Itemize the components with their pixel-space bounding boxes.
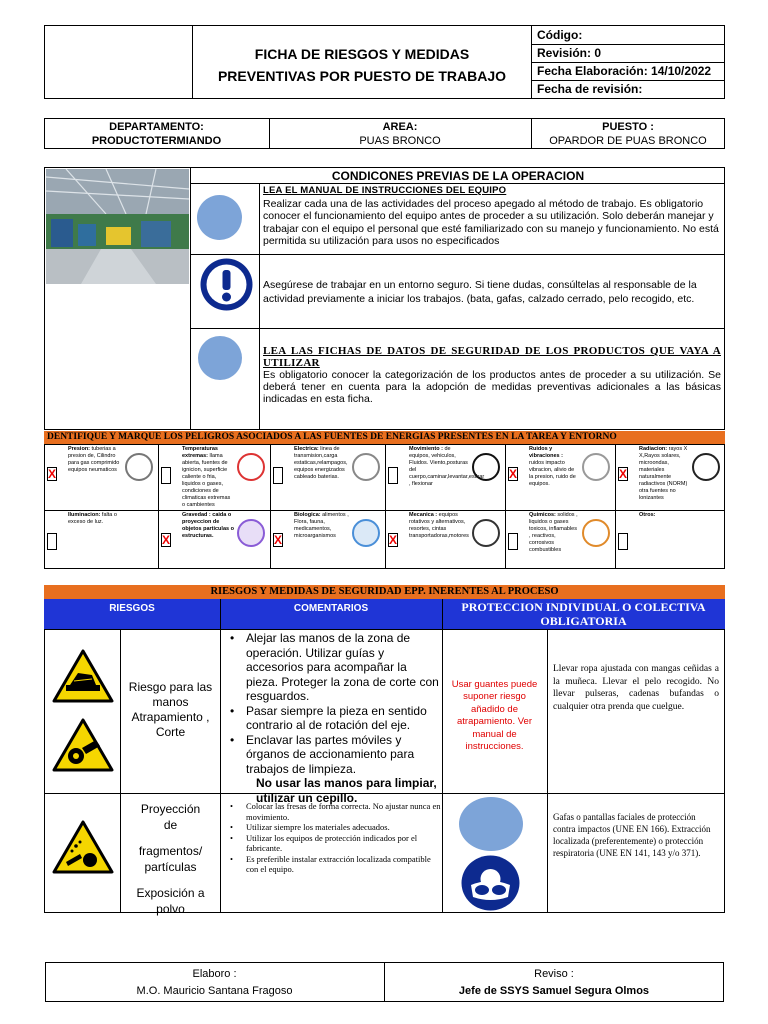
- hazard-icon: [582, 453, 610, 481]
- hazard-divider: [505, 445, 506, 510]
- hazard-title: Temperaturas extremas:: [182, 446, 218, 459]
- goggles-mandatory-icon: [461, 855, 520, 911]
- hazard-title: Electrica:: [294, 446, 321, 452]
- hazard-title: Presion:: [68, 446, 92, 452]
- manual-circle-icon: [197, 195, 242, 240]
- risk-1-comment-3: • Enclavar las partes móviles y órganos de accionamiento para trabajos de limpieza.: [222, 733, 441, 777]
- risk-2-label-line: de: [163, 818, 178, 832]
- hazard-title: Ruidos y vibraciones :: [529, 446, 563, 459]
- hazard-divider: [615, 445, 616, 510]
- hazard-description: linea de transmision,carga estaticas,relampagos, equipos energizados cableado baterias.: [294, 446, 348, 480]
- hazard-description: de equipos, vehiculos, Fluidos. Viento,posturas del cuerpo,caminar,levantar,estirar , flexionar: [409, 446, 485, 487]
- projection-hazard-icon: [52, 820, 114, 874]
- hazard-text: [294, 446, 349, 481]
- reviso-cell: Reviso : Jefe de SSYS Samuel Segura Olmos: [458, 967, 650, 997]
- hazard-description: llama abierta, fuentes de ignicion, superficie caliente o fria, liquidos o gases, condiciones de climaticas extremas o cambientes: [182, 453, 231, 508]
- hazard-text: [182, 512, 234, 540]
- cutting-hazard-icon: [52, 649, 114, 703]
- glove-warning: Usar guantes puede suponer riesgo añadido de atrapamiento. Ver manual de instrucciones.: [451, 678, 538, 752]
- hazard-icon: [472, 519, 500, 547]
- hazard-divider: [158, 445, 159, 510]
- hazard-title: Quimicos:: [529, 512, 558, 518]
- col-proteccion-header: PROTECCION INDIVIDUAL O COLECTIVA OBLIGATORIA: [461, 600, 706, 628]
- risk-2-comment-4: • Es preferible instalar extracción localizada compatible con el equipo.: [222, 854, 441, 875]
- hazard-text: [529, 446, 579, 488]
- hazard-checkbox-marked[interactable]: X: [48, 467, 57, 481]
- hazard-title: Movimiento :: [409, 446, 445, 452]
- risk-2-comment-2: • Utilizar siempre los materiales adecuados.: [222, 822, 441, 833]
- hazard-icon: [692, 453, 720, 481]
- risk-1-comments: • Alejar las manos de la zona de operación. Utilizar guías y accesorios para acompañar la pieza. Proteger la zona de corte con resguardos. • Pasar siempre la pieza en sentido contrario al de rotación del eje. • Enclavar las partes móviles y órganos de accionamiento para trabajos de limpieza. No usar las manos para limpiar, utilizar un cepillo.: [222, 631, 441, 805]
- risk-2-label-line: fragmentos/: [138, 844, 203, 858]
- hazard-checkbox-marked[interactable]: X: [274, 533, 283, 547]
- hazard-text: [639, 512, 689, 519]
- risks-banner: RIESGOS Y MEDIDAS DE SEGURIDAD EPP. INERENTES AL PROCESO: [44, 585, 725, 599]
- fecha-elaboracion-field: Fecha Elaboración: 14/10/2022: [537, 64, 712, 78]
- safety-data-circle-icon: [198, 336, 242, 380]
- hazard-icon: [125, 453, 153, 481]
- hazard-checkbox[interactable]: [273, 467, 283, 484]
- col-riesgos-header: RIESGOS: [109, 602, 155, 614]
- hazard-icon: [237, 453, 265, 481]
- risk-1-comment-list: [222, 631, 441, 776]
- hazard-title: Radiacion:: [639, 446, 669, 452]
- fecha-revision-field: Fecha de revisión:: [537, 82, 643, 96]
- risk-2-measures: Gafas o pantallas faciales de protección contra impactos (UNE EN 166). Extracción localizada (preferentemente) o protección respiratoria (UNE EN 141, 143 y/o 371).: [553, 812, 711, 858]
- hazard-divider: [270, 511, 271, 569]
- puesto-cell: PUESTO : OPARDOR DE PUAS BRONCO: [549, 121, 707, 147]
- hazard-icon: [352, 453, 380, 481]
- departamento-cell: DEPARTAMENTO: PRODUCTOTERMIANDO: [91, 121, 222, 147]
- elaboro-cell: Elaboro : M.O. Mauricio Santana Fragoso: [136, 967, 293, 997]
- codigo-field: Código:: [537, 28, 583, 42]
- risk-2-comment-3: • Utilizar los equipos de protección indicados por el fabricante.: [222, 833, 441, 854]
- hazard-title: Gravedad : caida o proyeccion de objetos particulas o estructuras.: [182, 512, 234, 539]
- hazard-text: [182, 446, 234, 509]
- area-cell: AREA: PUAS BRONCO: [359, 121, 441, 147]
- hazard-text: [68, 512, 122, 526]
- risk-2-label-line: Proyección: [140, 802, 201, 816]
- risk-2-label-line: polvo: [156, 902, 185, 916]
- hazard-checkbox[interactable]: [618, 533, 628, 550]
- conditions-title: CONDICONES PREVIAS DE LA OPERACION: [331, 168, 585, 183]
- risk-2-comment-list: [222, 801, 441, 875]
- hazard-icon: [237, 519, 265, 547]
- hazard-divider: [615, 511, 616, 569]
- risk-2-comments: [222, 801, 441, 875]
- hazard-description: ruidos impacto vibracion, alivio de la presion, ruido de equipos.: [529, 460, 576, 487]
- hazard-divider: [385, 511, 386, 569]
- hazard-checkbox-marked[interactable]: X: [509, 467, 518, 481]
- risk-2-comment-1: • Colocar las fresas de forma correcta. No ajustar nunca en movimiento.: [222, 801, 441, 822]
- hazards-banner: DENTIFIQUE Y MARQUE LOS PELIGROS ASOCIADOS A LAS FUENTES DE ENERGIAS PRESENTES EN LA TAREA Y ENTORNO: [44, 431, 725, 444]
- hazard-description: alimentos , Flora, fauna, medicamentos, microarganismos: [294, 512, 349, 539]
- col-comentarios-header: COMENTARIOS: [293, 602, 369, 614]
- hazard-checkbox[interactable]: [388, 467, 398, 484]
- risk-1-label: Riesgo para las manos Atrapamiento , Corte: [128, 680, 213, 739]
- hazard-divider: [385, 445, 386, 510]
- risk-1-measures: Llevar ropa ajustada con mangas ceñidas a la muñeca. Llevar el pelo recogido. No llevar pulseras, cadenas bufandas o cualquier otra prenda que cuelgue.: [553, 664, 719, 712]
- condition-item-2: Asegúrese de trabajar en un entorno seguro. Si tiene dudas, consúltelas al responsable de la actividad previamente a iniciar los trabajos. (bata, gafas, calzado cerrado, pelo recogido, etc.: [263, 279, 697, 305]
- condition-item-1: LEA EL MANUAL DE INSTRUCCIONES DEL EQUIPO Realizar cada una de las actividades del proceso apegado al método de trabajo. Es obligatorio conocer el funcionamiento del equipo antes de proceder a su utilización. Solo deberán manejar y trabajar con el equipo el personal que esté familiarizado con su manejo y funcionamiento. No está permitida su utilización para usos no especificados: [263, 185, 719, 247]
- hazard-checkbox[interactable]: [508, 533, 518, 550]
- hazard-description: solidos , liquidos o gases toxicos, inflamables , reactivos, corrosivos combustibles: [529, 512, 578, 553]
- hazard-description: equipos rotativos y alternativos, resortes, cintas transportadoras,motores: [409, 512, 469, 539]
- document-title: FICHA DE RIESGOS Y MEDIDAS PREVENTIVAS POR PUESTO DE TRABAJO: [217, 46, 507, 84]
- hazard-checkbox[interactable]: [47, 533, 57, 550]
- hazard-description: falta o exceso de luz.: [68, 512, 117, 525]
- condition-item-3: LEA LAS FICHAS DE DATOS DE SEGURIDAD DE LOS PRODUCTOS QUE VAYA A UTILIZAR Es obligatorio conocer la categorización de los productos antes de proceder a su utilización. Se deberá tener en cuenta para la adopción de medidas preventivas adicionales a las básicas indicadas en esta ficha.: [263, 345, 721, 405]
- hazard-text: [294, 512, 349, 540]
- hazard-checkbox-marked[interactable]: X: [389, 533, 398, 547]
- hazard-icon: [352, 519, 380, 547]
- hazard-divider: [270, 445, 271, 510]
- risk-2-label-line: partículas: [144, 860, 197, 874]
- hazard-text: [409, 446, 485, 488]
- entrapment-hazard-icon: [52, 718, 114, 772]
- hazard-title: Biologica:: [294, 512, 323, 518]
- hazard-divider: [505, 511, 506, 569]
- protection-circle-icon: [459, 797, 523, 851]
- hazard-text: [639, 446, 689, 502]
- hazard-icon: [582, 519, 610, 547]
- risk-2-label: [122, 801, 219, 917]
- hazard-text: [68, 446, 122, 474]
- hazard-description: tuberias a presion de, Cilindro para gas comprimido equipos neumaticos: [68, 446, 120, 473]
- revision-field: Revisión: 0: [537, 46, 602, 60]
- risk-2-label-line: Exposición a: [136, 886, 205, 900]
- hazard-text: [409, 512, 469, 540]
- hazard-title: Mecanica :: [409, 512, 439, 518]
- risk-1-comment-2: • Pasar siempre la pieza en sentido contrario al de rotación del eje.: [222, 704, 441, 733]
- hazard-checkbox-marked[interactable]: X: [162, 533, 171, 547]
- risk-1-comment-1: • Alejar las manos de la zona de operación. Utilizar guías y accesorios para acompañar la pieza. Proteger la zona de corte con resguardos.: [222, 631, 441, 704]
- hazard-text: [529, 512, 579, 554]
- hazard-description: rayos X X,Rayos solares, microondas, materiales naturalmente radiactivos (NORM) otra fuentes no lonizantes: [639, 446, 688, 501]
- hazard-checkbox-marked[interactable]: X: [619, 467, 628, 481]
- hazard-checkbox[interactable]: [161, 467, 171, 484]
- hazard-title: Iluminacion:: [68, 512, 102, 518]
- factory-photo: [46, 169, 189, 284]
- hazard-divider: [158, 511, 159, 569]
- hazard-icon: [472, 453, 500, 481]
- warning-exclamation-icon: [200, 258, 253, 311]
- hazard-title: Otros:: [639, 512, 656, 518]
